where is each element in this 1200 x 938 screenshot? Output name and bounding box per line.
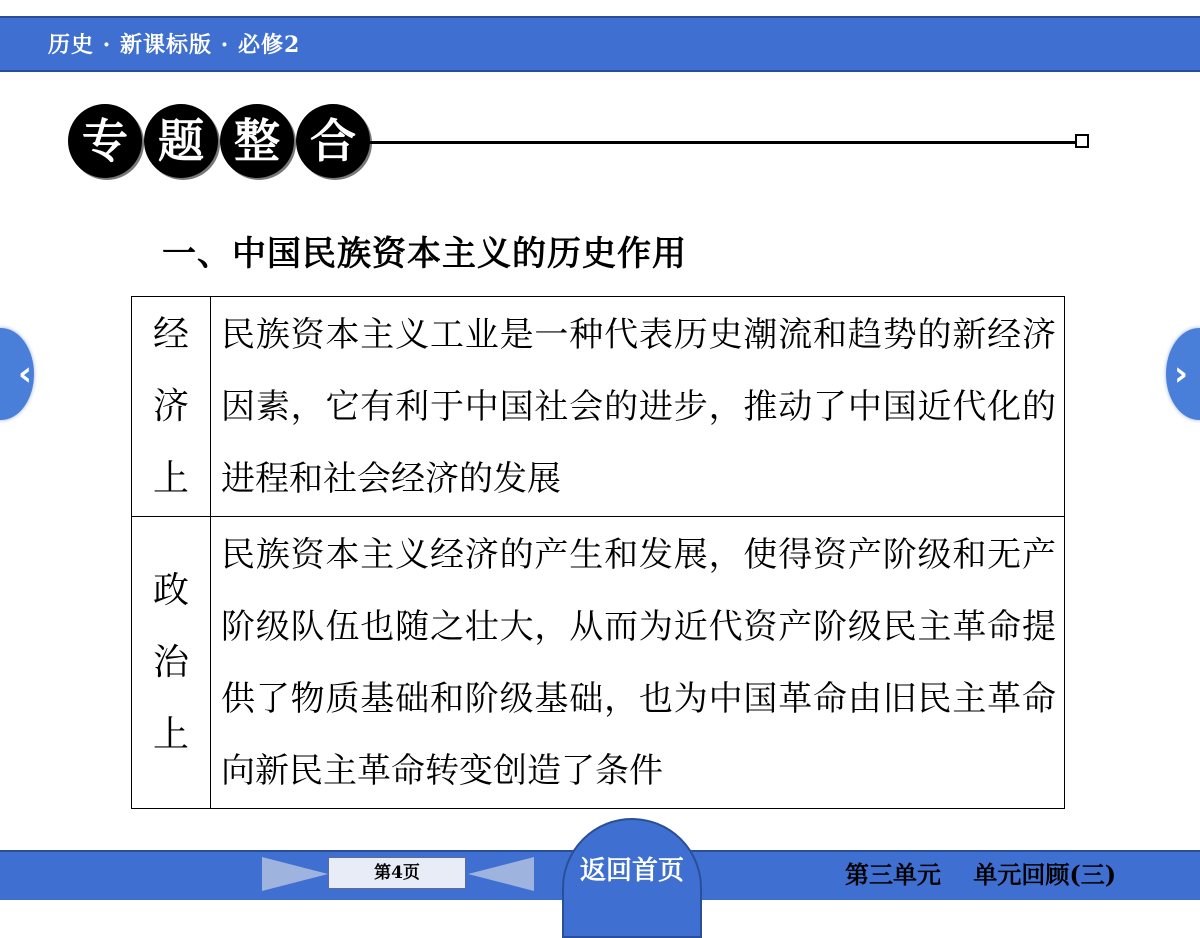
- home-button[interactable]: 返回首页: [579, 856, 684, 886]
- unit-title: 第三单元 单元回顾(三): [845, 860, 1117, 889]
- topic-divider-line: [360, 141, 1076, 144]
- table-row: [132, 517, 1065, 809]
- label-char: 经: [152, 313, 189, 355]
- content-table: [131, 296, 1065, 809]
- topic-char-4: 合: [296, 104, 370, 178]
- table-row: [132, 297, 1065, 517]
- chevron-right-icon: ›: [1174, 354, 1189, 394]
- header-bar: [0, 16, 1200, 72]
- topic-char-1: 专: [68, 104, 142, 178]
- previous-slide-button[interactable]: [0, 328, 34, 420]
- label-char: 治: [152, 641, 189, 683]
- right-triangle-icon[interactable]: [468, 857, 534, 891]
- label-char: 政: [152, 569, 189, 611]
- header-title: 历史 · 新课标版 · 必修2: [48, 32, 301, 58]
- topic-char-2: 题: [144, 104, 218, 178]
- row-label-economic: [132, 297, 211, 517]
- row-label-political: [132, 517, 211, 809]
- chevron-left-icon: ‹: [17, 354, 32, 394]
- section-subtitle: 一、中国民族资本主义的历史作用: [162, 234, 687, 274]
- row-text-economic: 民族资本主义工业是一种代表历史潮流和趋势的新经济因素，它有利于中国社会的进步，推动了中国近代化的进程和社会经济的发展: [211, 297, 1065, 517]
- label-char: 上: [152, 713, 189, 755]
- next-slide-button[interactable]: [1166, 328, 1200, 420]
- page-indicator: 第4页: [328, 857, 466, 889]
- label-char: 上: [152, 457, 189, 499]
- topic-line-end-square: [1075, 134, 1089, 148]
- row-text-political: 民族资本主义经济的产生和发展，使得资产阶级和无产阶级队伍也随之壮大，从而为近代资产阶级民主革命提供了物质基础和阶级基础，也为中国革命由旧民主革命向新民主革命转变创造了条件: [211, 517, 1065, 809]
- left-triangle-icon[interactable]: [262, 857, 328, 891]
- topic-char-3: 整: [220, 104, 294, 178]
- label-char: 济: [152, 385, 189, 427]
